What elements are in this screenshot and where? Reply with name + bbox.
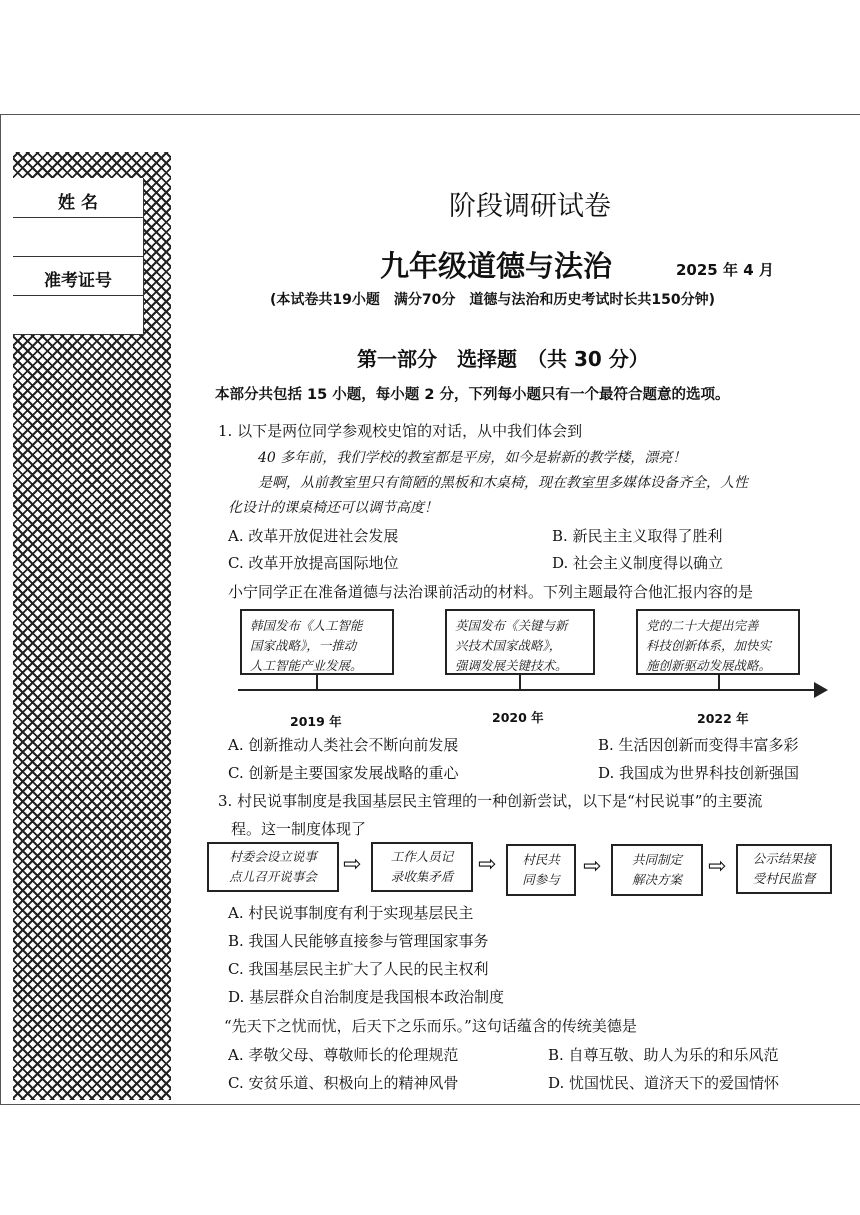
q1-quote2a: 是啊，从前教室里只有简陋的黑板和木桌椅，现在教室里多媒体设备齐全，人性 [258, 475, 748, 491]
flow-step-1: 村委会设立说事 点儿召开说事会 [207, 842, 339, 892]
q4-stem: “先天下之忧而忧，后天下之乐而乐。”这句话蕴含的传统美德是 [224, 1017, 637, 1035]
name-label: 姓 名 [58, 193, 98, 213]
subject-title: 九年级道德与法治 [380, 249, 613, 283]
timeline-event-2020: 英国发布《关键与新 兴技术国家战略》， 强调发展关键技术。 [445, 609, 595, 675]
flow-arrow-3: ⇨ [583, 854, 602, 879]
timeline-year-2020: 2020 年 [492, 710, 544, 725]
q1-option-c: C. 改革开放提高国际地位 [228, 554, 399, 572]
timeline-tick-2020 [519, 675, 521, 690]
flow-arrow-1: ⇨ [343, 852, 362, 877]
timeline-event-2019: 韩国发布《人工智能 国家战略》，一推动 人工智能产业发展。 [240, 609, 394, 675]
part1-intro: 本部分共包括 15 小题，每小题 2 分，下列每小题只有一个最符合题意的选项。 [215, 387, 730, 403]
flow-arrow-2: ⇨ [478, 852, 497, 877]
q1-option-a: A. 改革开放促进社会发展 [228, 527, 399, 545]
flow-arrow-4: ⇨ [708, 854, 727, 879]
timeline-arrow [814, 682, 828, 698]
q2-option-b: B. 生活因创新而变得丰富多彩 [598, 736, 799, 754]
exam-id-label: 准考证号 [44, 271, 112, 291]
blank-rule [13, 256, 143, 257]
q3-option-c: C. 我国基层民主扩大了人民的民主权利 [228, 960, 489, 978]
page-left-border [0, 115, 1, 1105]
q3-option-d: D. 基层群众自治制度是我国根本政治制度 [228, 988, 505, 1006]
page-top-border [0, 114, 860, 115]
timeline-tick-2022 [718, 675, 720, 690]
q1-option-b: B. 新民主主义取得了胜利 [552, 527, 723, 545]
q1-stem: 1. 以下是两位同学参观校史馆的对话，从中我们体会到 [218, 422, 583, 440]
exam-date: 2025 年 4 月 [676, 261, 774, 279]
q1-quote1: 40 多年前，我们学校的教室都是平房，如今是崭新的教学楼，漂亮！ [258, 450, 687, 466]
q1-option-d: D. 社会主义制度得以确立 [552, 554, 724, 572]
timeline-event-2022: 党的二十大提出完善 科技创新体系，加快实 施创新驱动发展战略。 [636, 609, 800, 675]
q2-stem: 小宁同学正在准备道德与法治课前活动的材料。下列主题最符合他汇报内容的是 [228, 583, 754, 601]
flow-step-5: 公示结果接 受村民监督 [736, 844, 832, 894]
q1-quote2b: 化设计的课桌椅还可以调节高度！ [228, 500, 438, 516]
q3-stem-line2: 程。这一制度体现了 [231, 820, 367, 838]
exam-note: (本试卷共19小题 满分70分 道德与法治和历史考试时长共150分钟) [270, 292, 715, 308]
flow-step-4: 共同制定 解决方案 [611, 844, 703, 896]
q3-option-b: B. 我国人民能够直接参与管理国家事务 [228, 932, 489, 950]
timeline-year-2019: 2019 年 [290, 714, 342, 729]
q4-option-c: C. 安贫乐道、积极向上的精神风骨 [228, 1074, 459, 1092]
part1-title: 第一部分 选择题 （共 30 分） [357, 347, 649, 371]
timeline-axis [238, 689, 818, 691]
timeline-tick-2019 [316, 675, 318, 690]
flow-step-2: 工作人员记 录收集矛盾 [371, 842, 473, 892]
q4-option-b: B. 自尊互敬、助人为乐的和乐风范 [548, 1046, 779, 1064]
q3-option-a: A. 村民说事制度有利于实现基层民主 [228, 904, 474, 922]
timeline-year-2022: 2022 年 [697, 711, 749, 726]
q4-option-d: D. 忧国忧民、道济天下的爱国情怀 [548, 1074, 780, 1092]
q3-stem-line1: 3. 村民说事制度是我国基层民主管理的一种创新尝试，以下是“村民说事”的主要流 [218, 792, 763, 810]
page-bottom-border [0, 1104, 860, 1105]
exam-id-rule [13, 295, 143, 296]
exam-title: 阶段调研试卷 [449, 191, 611, 222]
q2-option-c: C. 创新是主要国家发展战略的重心 [228, 764, 459, 782]
q2-option-a: A. 创新推动人类社会不断向前发展 [228, 736, 459, 754]
q4-option-a: A. 孝敬父母、尊敬师长的伦理规范 [228, 1046, 459, 1064]
flow-step-3: 村民共 同参与 [506, 844, 576, 896]
q2-option-d: D. 我国成为世界科技创新强国 [598, 764, 800, 782]
